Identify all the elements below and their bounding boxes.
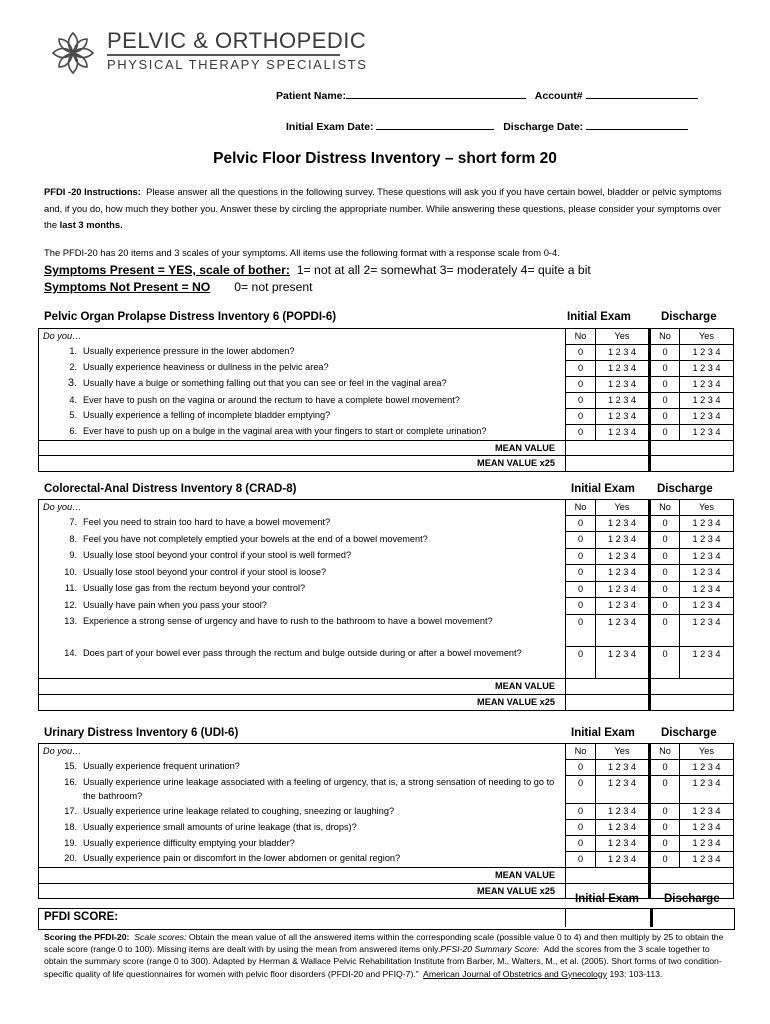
discharge-no-option[interactable]: 0 bbox=[650, 851, 680, 867]
scoring-notes bbox=[44, 931, 734, 980]
initial-no-option[interactable]: 0 bbox=[566, 759, 596, 775]
initial-yes-options[interactable]: 1 2 3 4 bbox=[596, 424, 650, 440]
table-row bbox=[39, 614, 734, 646]
discharge-yes-options[interactable]: 1 2 3 4 bbox=[680, 804, 734, 820]
question bbox=[39, 775, 566, 804]
score-discharge-header: Discharge bbox=[664, 893, 720, 905]
mean-row bbox=[39, 695, 734, 711]
initial-yes-options[interactable]: 1 2 3 4 bbox=[596, 775, 650, 804]
initial-no-option[interactable]: 0 bbox=[566, 565, 596, 582]
question-number: 5. bbox=[69, 410, 77, 421]
question bbox=[39, 614, 566, 646]
instructions bbox=[44, 184, 734, 234]
initial-no-header: No bbox=[566, 329, 596, 345]
discharge-yes-options[interactable]: 1 2 3 4 bbox=[680, 759, 734, 775]
table-header-row bbox=[39, 329, 734, 345]
initial-yes-options[interactable]: 1 2 3 4 bbox=[596, 759, 650, 775]
crad-discharge-header: Discharge bbox=[657, 483, 713, 495]
discharge-yes-options[interactable]: 1 2 3 4 bbox=[680, 820, 734, 836]
discharge-no-option[interactable]: 0 bbox=[650, 532, 680, 549]
initial-yes-options[interactable]: 1 2 3 4 bbox=[596, 804, 650, 820]
table-row bbox=[39, 424, 734, 440]
do-you-label: Do you… bbox=[39, 500, 566, 516]
table-row bbox=[39, 820, 734, 836]
initial-no-option[interactable]: 0 bbox=[566, 598, 596, 615]
initial-yes-options[interactable]: 1 2 3 4 bbox=[596, 614, 650, 646]
question bbox=[39, 408, 566, 424]
initial-exam-date-label: Initial Exam Date: bbox=[286, 121, 374, 133]
initial-yes-options[interactable]: 1 2 3 4 bbox=[596, 565, 650, 582]
discharge-no-option[interactable]: 0 bbox=[650, 548, 680, 565]
discharge-no-option[interactable]: 0 bbox=[650, 614, 680, 646]
discharge-yes-options[interactable]: 1 2 3 4 bbox=[680, 408, 734, 424]
initial-exam-date-field[interactable] bbox=[376, 118, 494, 130]
logo-divider bbox=[107, 54, 340, 56]
initial-yes-options[interactable]: 1 2 3 4 bbox=[596, 515, 650, 532]
discharge-yes-options[interactable]: 1 2 3 4 bbox=[680, 376, 734, 393]
table-row bbox=[39, 344, 734, 360]
question-text: Usually experience a felling of incomplete bladder emptying? bbox=[83, 410, 331, 421]
question-text: Ever have to push on the vagina or around the rectum to have a complete bowel movement? bbox=[83, 394, 460, 405]
discharge-mean-cell[interactable] bbox=[650, 440, 734, 456]
question-text: Usually experience difficulty emptying your bladder? bbox=[83, 837, 295, 848]
question-text: Usually lose gas from the rectum beyond your control? bbox=[83, 583, 306, 594]
question-text: Usually experience heaviness or dullness in the pelvic area? bbox=[83, 362, 329, 373]
discharge-yes-options[interactable]: 1 2 3 4 bbox=[680, 614, 734, 646]
initial-no-option[interactable]: 0 bbox=[566, 775, 596, 804]
question-number: 7. bbox=[69, 517, 77, 528]
question bbox=[39, 759, 566, 775]
udi-table bbox=[38, 743, 734, 899]
question-text: Usually experience pain or discomfort in the lower abdomen or genital region? bbox=[83, 853, 401, 864]
initial-mean-cell[interactable] bbox=[566, 695, 650, 711]
question-text: Usually experience urine leakage related to coughing, sneezing or laughing? bbox=[83, 805, 395, 816]
absent-label: Symptoms Not Present = NO bbox=[44, 280, 211, 294]
mean-row bbox=[39, 867, 734, 883]
crad-heading: Colorectal-Anal Distress Inventory 8 (CRAD-8) bbox=[44, 483, 297, 495]
question-number: 14. bbox=[64, 648, 77, 659]
discharge-yes-header: Yes bbox=[680, 500, 734, 516]
initial-no-option[interactable]: 0 bbox=[566, 360, 596, 376]
question bbox=[39, 851, 566, 867]
question-number: 12. bbox=[64, 599, 77, 610]
initial-yes-options[interactable]: 1 2 3 4 bbox=[596, 820, 650, 836]
initial-yes-header: Yes bbox=[596, 744, 650, 760]
discharge-no-option[interactable]: 0 bbox=[650, 820, 680, 836]
initial-yes-options[interactable]: 1 2 3 4 bbox=[596, 646, 650, 679]
discharge-no-option[interactable]: 0 bbox=[650, 344, 680, 360]
initial-yes-options[interactable]: 1 2 3 4 bbox=[596, 393, 650, 409]
discharge-yes-options[interactable]: 1 2 3 4 bbox=[680, 598, 734, 615]
initial-no-option[interactable]: 0 bbox=[566, 393, 596, 409]
question bbox=[39, 393, 566, 409]
mean-row bbox=[39, 679, 734, 695]
table-row bbox=[39, 515, 734, 532]
initial-no-option[interactable]: 0 bbox=[566, 515, 596, 532]
account-label: Account# bbox=[534, 90, 583, 102]
discharge-yes-options[interactable]: 1 2 3 4 bbox=[680, 515, 734, 532]
question-text: Ever have to push up on a bulge in the vaginal area with your fingers to start or complete urination? bbox=[83, 426, 487, 437]
scoring-label: Scoring the PFDI-20: bbox=[44, 932, 130, 942]
dates-row bbox=[286, 118, 688, 133]
initial-yes-options[interactable]: 1 2 3 4 bbox=[596, 532, 650, 549]
summary-text: Add the scores from the 3 scale together to obtain the summary score (range 0 to 300). Adapted by Herman & Wallace Pelvic Rehabilitation Institute from Barber, M., Walters, M., et al. (2005). Short forms of two condition-specific quality of life questionnaires for women with pelvic floor disorders (PFDI-20 and PFIQ-7).” bbox=[44, 944, 722, 979]
initial-mean-cell[interactable] bbox=[566, 867, 650, 883]
initial-no-option[interactable]: 0 bbox=[566, 424, 596, 440]
question-text: Usually experience pressure in the lower abdomen? bbox=[83, 346, 295, 357]
present-scale-row bbox=[44, 263, 591, 277]
question-text: Experience a strong sense of urgency and have to rush to the bathroom to have a bowel movement? bbox=[83, 616, 493, 627]
initial-no-header: No bbox=[566, 500, 596, 516]
question-number: 17. bbox=[64, 805, 77, 816]
discharge-yes-options[interactable]: 1 2 3 4 bbox=[680, 548, 734, 565]
patient-name-label: Patient Name: bbox=[276, 90, 347, 102]
popdi-initial-header: Initial Exam bbox=[567, 311, 631, 323]
crad-table bbox=[38, 499, 734, 711]
discharge-yes-options[interactable]: 1 2 3 4 bbox=[680, 360, 734, 376]
mean-label: MEAN VALUE bbox=[39, 679, 566, 695]
question-number: 6. bbox=[69, 426, 77, 437]
patient-name-row bbox=[276, 87, 698, 102]
question-text: Usually experience urine leakage associated with a feeling of urgency, that is, a strong sensation of needing to go to the bathroom? bbox=[83, 777, 555, 802]
question-text: Does part of your bowel ever pass through the rectum and bulge outside during or after a bowel movement? bbox=[83, 648, 522, 659]
discharge-yes-options[interactable]: 1 2 3 4 bbox=[680, 775, 734, 804]
citation-end: 193: 103-113. bbox=[609, 968, 663, 979]
table-row bbox=[39, 360, 734, 376]
question bbox=[39, 581, 566, 598]
initial-no-option[interactable]: 0 bbox=[566, 804, 596, 820]
present-label: Symptoms Present = YES, scale of bother: bbox=[44, 263, 290, 277]
table-row bbox=[39, 532, 734, 549]
popdi-discharge-header: Discharge bbox=[661, 311, 717, 323]
mean-label: MEAN VALUE x25 bbox=[39, 456, 566, 472]
journal-link[interactable]: American Journal of Obstetrics and Gynecology bbox=[423, 968, 608, 979]
udi-discharge-header: Discharge bbox=[661, 727, 717, 739]
discharge-no-option[interactable]: 0 bbox=[650, 376, 680, 393]
table-row bbox=[39, 646, 734, 679]
question-text: Usually experience frequent urination? bbox=[83, 761, 240, 772]
question bbox=[39, 344, 566, 360]
table-row bbox=[39, 393, 734, 409]
table-row bbox=[39, 376, 734, 393]
question bbox=[39, 548, 566, 565]
question-text: Feel you need to strain too hard to have a bowel movement? bbox=[83, 517, 331, 528]
initial-no-option[interactable]: 0 bbox=[566, 820, 596, 836]
question-number: 18. bbox=[64, 821, 77, 832]
initial-yes-header: Yes bbox=[596, 329, 650, 345]
table-row bbox=[39, 548, 734, 565]
question bbox=[39, 836, 566, 852]
discharge-no-option[interactable]: 0 bbox=[650, 424, 680, 440]
mean-row bbox=[39, 456, 734, 472]
question-number: 19. bbox=[64, 837, 77, 848]
discharge-no-option[interactable]: 0 bbox=[650, 759, 680, 775]
instructions-text: Please answer all the questions in the following survey. These questions will ask you if you have certain bowel, bladder or pelvic symptoms and, if you do, how much they bother you. Answer these by circling the appropriate number. While answering these questions, please consider your symptoms over the bbox=[44, 186, 722, 230]
do-you-label: Do you… bbox=[39, 744, 566, 760]
discharge-mean-cell[interactable] bbox=[650, 679, 734, 695]
org-subtitle: PHYSICAL THERAPY SPECIALISTS bbox=[107, 57, 368, 72]
initial-mean-cell[interactable] bbox=[566, 440, 650, 456]
format-text: The PFDI-20 has 20 items and 3 scales of your symptoms. All items use the following format with a response scale from 0-4. bbox=[44, 247, 560, 258]
table-header-row bbox=[39, 500, 734, 516]
discharge-no-option[interactable]: 0 bbox=[650, 393, 680, 409]
question bbox=[39, 360, 566, 376]
mean-row bbox=[39, 440, 734, 456]
discharge-yes-options[interactable]: 1 2 3 4 bbox=[680, 581, 734, 598]
table-row bbox=[39, 804, 734, 820]
discharge-yes-options[interactable]: 1 2 3 4 bbox=[680, 393, 734, 409]
question-number: 20. bbox=[64, 853, 77, 864]
table-row bbox=[39, 598, 734, 615]
mean-label: MEAN VALUE x25 bbox=[39, 695, 566, 711]
discharge-no-option[interactable]: 0 bbox=[650, 360, 680, 376]
question-number: 8. bbox=[69, 533, 77, 544]
initial-no-option[interactable]: 0 bbox=[566, 548, 596, 565]
mean-label: MEAN VALUE x25 bbox=[39, 883, 566, 899]
popdi-heading: Pelvic Organ Prolapse Distress Inventory 6 (POPDI-6) bbox=[44, 311, 337, 323]
discharge-no-header: No bbox=[650, 329, 680, 345]
question-number: 15. bbox=[64, 761, 77, 772]
discharge-no-option[interactable]: 0 bbox=[650, 598, 680, 615]
initial-mean-cell[interactable] bbox=[566, 679, 650, 695]
discharge-yes-options[interactable]: 1 2 3 4 bbox=[680, 851, 734, 867]
popdi-table bbox=[38, 328, 734, 472]
discharge-no-option[interactable]: 0 bbox=[650, 581, 680, 598]
question-number: 4. bbox=[69, 394, 77, 405]
question-number: 1. bbox=[69, 346, 77, 357]
initial-yes-options[interactable]: 1 2 3 4 bbox=[596, 408, 650, 424]
question-number: 13. bbox=[64, 616, 77, 627]
discharge-yes-options[interactable]: 1 2 3 4 bbox=[680, 836, 734, 852]
table-row bbox=[39, 759, 734, 775]
question bbox=[39, 565, 566, 582]
table-row bbox=[39, 565, 734, 582]
question-text: Feel you have not completely emptied your bowels at the end of a bowel movement? bbox=[83, 533, 428, 544]
table-row bbox=[39, 408, 734, 424]
initial-no-option[interactable]: 0 bbox=[566, 851, 596, 867]
summary-label: PFSI-20 Summary Score: bbox=[440, 944, 540, 955]
initial-no-option[interactable]: 0 bbox=[566, 408, 596, 424]
question bbox=[39, 804, 566, 820]
discharge-yes-options[interactable]: 1 2 3 4 bbox=[680, 646, 734, 679]
initial-yes-options[interactable]: 1 2 3 4 bbox=[596, 344, 650, 360]
question-number: 9. bbox=[69, 550, 77, 561]
org-name: PELVIC & ORTHOPEDIC bbox=[107, 28, 367, 53]
udi-initial-header: Initial Exam bbox=[571, 727, 635, 739]
initial-mean-cell[interactable] bbox=[566, 456, 650, 472]
crad-initial-header: Initial Exam bbox=[571, 483, 635, 495]
do-you-label: Do you… bbox=[39, 329, 566, 345]
discharge-no-header: No bbox=[650, 500, 680, 516]
question bbox=[39, 515, 566, 532]
discharge-no-option[interactable]: 0 bbox=[650, 515, 680, 532]
discharge-yes-header: Yes bbox=[680, 744, 734, 760]
absent-scale: 0= not present bbox=[234, 280, 313, 294]
discharge-mean-cell[interactable] bbox=[650, 695, 734, 711]
table-row bbox=[39, 775, 734, 804]
score-initial-cell[interactable] bbox=[565, 909, 650, 927]
discharge-mean-cell[interactable] bbox=[650, 456, 734, 472]
absent-scale-row bbox=[44, 280, 313, 294]
instructions-label: PFDI -20 Instructions: bbox=[44, 186, 141, 197]
question bbox=[39, 424, 566, 440]
initial-yes-options[interactable]: 1 2 3 4 bbox=[596, 836, 650, 852]
initial-no-option[interactable]: 0 bbox=[566, 581, 596, 598]
initial-yes-options[interactable]: 1 2 3 4 bbox=[596, 851, 650, 867]
initial-yes-options[interactable]: 1 2 3 4 bbox=[596, 548, 650, 565]
discharge-yes-options[interactable]: 1 2 3 4 bbox=[680, 565, 734, 582]
question-number: 2. bbox=[69, 362, 77, 373]
question bbox=[39, 532, 566, 549]
question-text: Usually lose stool beyond your control if your stool is well formed? bbox=[83, 550, 352, 561]
initial-no-option[interactable]: 0 bbox=[566, 646, 596, 679]
question-text: Usually have a bulge or something falling out that you can see or feel in the vaginal area? bbox=[83, 378, 447, 389]
logo-icon bbox=[50, 30, 96, 76]
question-number: 10. bbox=[64, 566, 77, 577]
udi-heading: Urinary Distress Inventory 6 (UDI-6) bbox=[44, 727, 239, 739]
initial-yes-options[interactable]: 1 2 3 4 bbox=[596, 360, 650, 376]
mean-label: MEAN VALUE bbox=[39, 867, 566, 883]
initial-yes-options[interactable]: 1 2 3 4 bbox=[596, 376, 650, 393]
score-discharge-cell[interactable] bbox=[650, 909, 735, 927]
question-text: Usually lose stool beyond your control if your stool is loose? bbox=[83, 566, 327, 577]
question bbox=[39, 646, 566, 679]
page-title: Pelvic Floor Distress Inventory – short form 20 bbox=[213, 150, 557, 167]
initial-no-option[interactable]: 0 bbox=[566, 532, 596, 549]
discharge-date-field[interactable] bbox=[586, 118, 688, 130]
initial-no-option[interactable]: 0 bbox=[566, 344, 596, 360]
discharge-no-option[interactable]: 0 bbox=[650, 408, 680, 424]
scale-scores-label: Scale scores: bbox=[134, 932, 187, 942]
mean-label: MEAN VALUE bbox=[39, 440, 566, 456]
question-number: 11. bbox=[64, 583, 77, 594]
score-initial-header: Initial Exam bbox=[575, 893, 639, 905]
discharge-no-option[interactable]: 0 bbox=[650, 565, 680, 582]
present-scale: 1= not at all 2= somewhat 3= moderately 4= quite a bit bbox=[296, 263, 591, 277]
question-number: 16. bbox=[64, 777, 77, 788]
question bbox=[39, 598, 566, 615]
initial-yes-options[interactable]: 1 2 3 4 bbox=[596, 581, 650, 598]
initial-yes-options[interactable]: 1 2 3 4 bbox=[596, 598, 650, 615]
instructions-emphasis: last 3 months. bbox=[59, 219, 123, 230]
patient-name-field[interactable] bbox=[346, 87, 526, 99]
initial-no-option[interactable]: 0 bbox=[566, 614, 596, 646]
initial-no-option[interactable]: 0 bbox=[566, 836, 596, 852]
table-header-row bbox=[39, 744, 734, 760]
discharge-mean-cell[interactable] bbox=[650, 867, 734, 883]
initial-no-option[interactable]: 0 bbox=[566, 376, 596, 393]
score-label: PFDI SCORE: bbox=[44, 911, 119, 923]
table-row bbox=[39, 851, 734, 867]
question-text: Usually have pain when you pass your stool? bbox=[83, 599, 267, 610]
initial-yes-header: Yes bbox=[596, 500, 650, 516]
question-text: Usually experience small amounts of urine leakage (that is, drops)? bbox=[83, 821, 357, 832]
discharge-no-option[interactable]: 0 bbox=[650, 836, 680, 852]
question bbox=[39, 820, 566, 836]
discharge-no-header: No bbox=[650, 744, 680, 760]
initial-no-header: No bbox=[566, 744, 596, 760]
discharge-yes-options[interactable]: 1 2 3 4 bbox=[680, 532, 734, 549]
discharge-no-option[interactable]: 0 bbox=[650, 804, 680, 820]
discharge-yes-options[interactable]: 1 2 3 4 bbox=[680, 344, 734, 360]
table-row bbox=[39, 581, 734, 598]
discharge-no-option[interactable]: 0 bbox=[650, 646, 680, 679]
discharge-yes-options[interactable]: 1 2 3 4 bbox=[680, 424, 734, 440]
table-row bbox=[39, 836, 734, 852]
discharge-no-option[interactable]: 0 bbox=[650, 775, 680, 804]
discharge-date-label: Discharge Date: bbox=[503, 121, 584, 133]
scale-scores-text: Obtain the mean value of all the answered items within the corresponding scale (possible value 0 to 4) and then multiply by 25 to obtain the scale score (range 0 to 100). Missing items are dealt with by using the mean from answered items only. bbox=[44, 932, 724, 955]
question bbox=[39, 376, 566, 393]
account-field[interactable] bbox=[586, 87, 698, 99]
discharge-yes-header: Yes bbox=[680, 329, 734, 345]
question-number: 3. bbox=[67, 377, 77, 390]
